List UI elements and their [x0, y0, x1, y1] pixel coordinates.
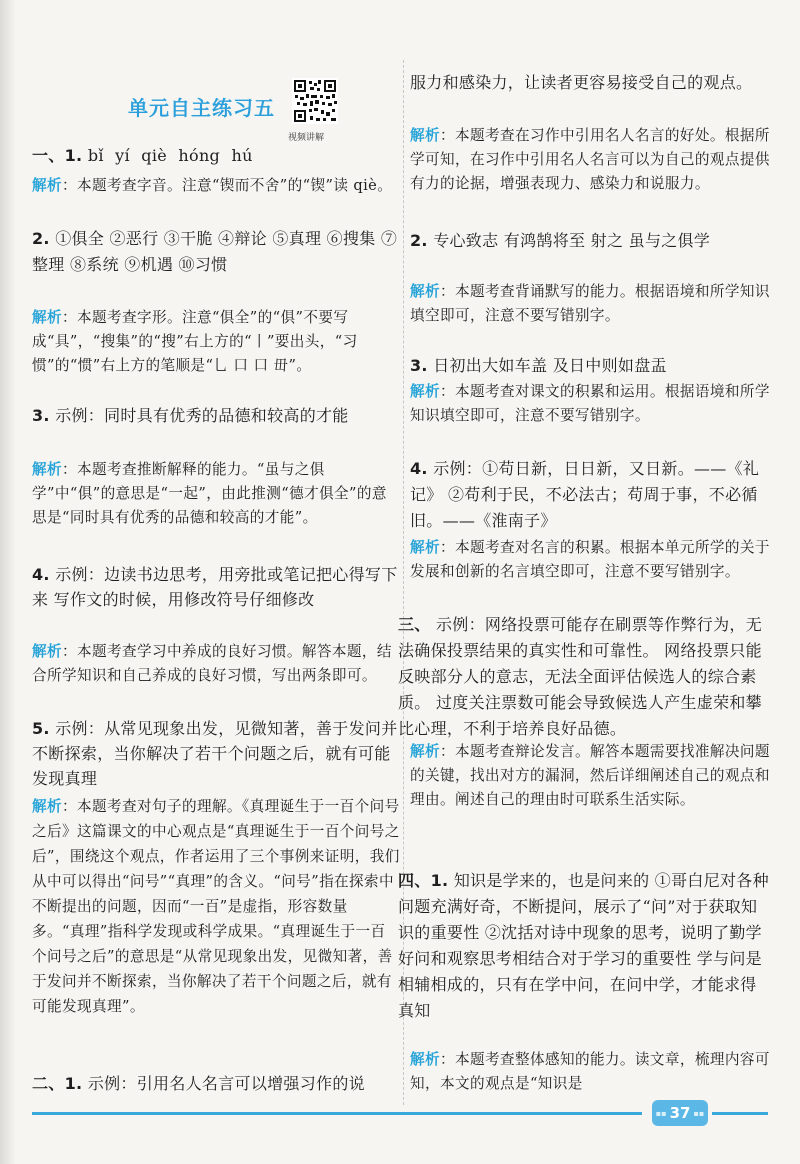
answer-s3 [398, 612, 770, 742]
answer-text: 日初出大如车盖 及日中则如盘盂 [433, 356, 667, 375]
answer-text: 专心致志 有鸿鹄将至 射之 虽与之俱学 [433, 231, 711, 250]
analysis-text: ：本题考查背诵默写的能力。根据语境和所学知识填空即可，注意不要写错别字。 [410, 283, 770, 324]
analysis-text: ：本题考查对句子的理解。《真理诞生于一百个问号之后》这篇课文的中心观点是“真理诞生于一百个问号之后”，围绕这个观点，作者运用了三个事例来证明，我们从中可以得出“问号”“真理”的含义。“问号”指在探索中不断提出的问题，因而“一百”是虚指，形容数量多。“真理”指科学发现或科学成果。“真理诞生于一百个问号之后”的意思是“从常见现象出发，见微知著，善于发问并不断探索，当你解决了若干个问题之后，就有可能发现真理”。 [32, 798, 400, 1015]
qr-code-icon[interactable] [292, 78, 338, 124]
analysis-tag: 解析 [410, 127, 440, 144]
answer-s1-q4 [32, 562, 400, 612]
analysis-text: ：本题考查在习作中引用名人名言的好处。根据所学可知，在习作中引用名人名言可以为自己的观点提供有力的论据，增强表现力、感染力和说服力。 [410, 127, 770, 192]
question-number: 一、1. [32, 146, 83, 165]
analysis-s1-q1 [32, 174, 400, 198]
analysis-tag: 解析 [410, 383, 440, 400]
analysis-text: ：本题考查字形。注意“俱全”的“俱”不要写成“具”，“搜集”的“搜”右上方的“丨”要出头，“习惯”的“惯”右上方的笔顺是“乚 口 口 毌”。 [32, 309, 358, 374]
analysis-tag: 解析 [410, 283, 440, 300]
badge-dots-right: ▪▪ [693, 1108, 705, 1118]
question-number: 三、 [398, 615, 431, 634]
question-number: 4. [32, 565, 50, 584]
qr-caption: 视频讲解 [288, 133, 325, 143]
analysis-text: ：本题考查对名言的积累。根据本单元所学的关于发展和创新的名言填空即可，注意不要写错别字。 [410, 539, 770, 580]
analysis-s2-q3 [410, 380, 770, 428]
page-number: 37 [669, 1104, 691, 1122]
answer-s2-q1-continued [410, 70, 770, 96]
answer-text: 知识是学来的，也是问来的 ①哥白尼对各种问题充满好奇，不断提问，展示了“问”对于获取知识的重要性 ②沈括对诗中现象的思考，说明了勤学好问和观察思考相结合对于学习的重要性 学与问是相辅相成的，只有在学中问，在问中学，才能求得真知 [398, 871, 769, 1020]
badge-dots-left: ▪▪ [655, 1108, 667, 1118]
question-number: 2. [410, 231, 428, 250]
answer-s2-q2 [410, 228, 770, 254]
analysis-tag: 解析 [32, 461, 62, 478]
analysis-s1-q2 [32, 306, 400, 378]
answer-s1-q2 [32, 226, 400, 278]
analysis-s2-q4 [410, 536, 770, 584]
answer-s2-q1 [32, 1072, 400, 1096]
answer-s2-q3 [410, 354, 770, 378]
answer-s2-q4 [410, 456, 770, 534]
analysis-tag: 解析 [32, 177, 62, 194]
analysis-text: ：本题考查整体感知的能力。读文章，梳理内容可知，本文的观点是“知识是 [410, 1051, 770, 1092]
answer-text: ①俱全 ②恶行 ③干脆 ④辩论 ⑤真理 ⑥搜集 ⑦整理 ⑧系统 ⑨机遇 ⑩习惯 [32, 229, 398, 274]
page-number-badge [652, 1100, 708, 1126]
analysis-s3 [410, 740, 770, 812]
analysis-tag: 解析 [410, 539, 440, 556]
analysis-s2-q1 [410, 124, 770, 196]
analysis-text: ：本题考查推断解释的能力。“虽与之俱学”中“俱”的意思是“一起”，由此推测“德才俱全”的意思是“同时具有优秀的品德和较高的才能”。 [32, 461, 387, 526]
page-title: 单元自主练习五 [128, 96, 275, 120]
question-number: 3. [410, 356, 428, 375]
footer-rule-right [712, 1112, 768, 1115]
answer-s1-q1 [32, 144, 400, 168]
answer-text: 示例：同时具有优秀的品德和较高的才能 [55, 406, 349, 425]
analysis-s1-q5 [32, 794, 400, 1019]
question-number: 二、1. [32, 1074, 83, 1093]
question-number: 4. [410, 459, 428, 478]
page-fold-shadow [0, 0, 16, 1164]
analysis-text: ：本题考查对课文的积累和运用。根据语境和所学知识填空即可，注意不要写错别字。 [410, 383, 770, 424]
answer-text: 示例：引用名人名言可以增强习作的说 [87, 1074, 365, 1093]
question-number: 5. [32, 719, 50, 738]
analysis-text: ：本题考查学习中养成的良好习惯。解答本题，结合所学知识和自己养成的良好习惯，写出两条即可。 [32, 643, 392, 684]
answer-text: bǐ yí qiè hóng hú [87, 146, 253, 165]
analysis-tag: 解析 [410, 1051, 440, 1068]
analysis-tag: 解析 [410, 743, 440, 760]
analysis-tag: 解析 [32, 798, 62, 815]
answer-text: 示例：①苟日新，日日新，又日新。——《礼记》 ②苟利于民，不必法古；苟周于事，不必循旧。——《淮南子》 [410, 459, 760, 530]
analysis-tag: 解析 [32, 309, 62, 326]
footer-rule [32, 1112, 642, 1115]
analysis-text: ：本题考查辩论发言。解答本题需要找准解决问题的关键，找出对方的漏洞，然后详细阐述自己的观点和理由。阐述自己的理由时可联系生活实际。 [410, 743, 770, 808]
question-number: 2. [32, 229, 50, 248]
analysis-s1-q4 [32, 640, 400, 688]
analysis-s1-q3 [32, 458, 400, 530]
question-number: 3. [32, 406, 50, 425]
analysis-s4-q1 [410, 1048, 770, 1096]
analysis-text: ：本题考查字音。注意“锲而不舍”的“锲”读 qiè。 [62, 177, 393, 194]
answer-s4-q1 [398, 868, 770, 1024]
analysis-tag: 解析 [32, 643, 62, 660]
analysis-s2-q2 [410, 280, 770, 328]
answer-s1-q5 [32, 716, 400, 791]
answer-text: 示例：从常见现象出发，见微知著，善于发问并不断探索，当你解决了若干个问题之后，就有可能发现真理 [32, 719, 398, 788]
answer-text: 示例：边读书边思考，用旁批或笔记把心得写下来 写作文的时候，用修改符号仔细修改 [32, 565, 398, 609]
answer-s1-q3 [32, 404, 400, 428]
answer-text: 示例：网络投票可能存在刷票等作弊行为，无法确保投票结果的真实性和可靠性。 网络投票只能反映部分人的意志，无法全面评估候选人的综合素质。 过度关注票数可能会导致候选人产生虚荣和攀比心理，不利于培养良好品德。 [398, 615, 763, 738]
answer-text: 服力和感染力，让读者更容易接受自己的观点。 [410, 73, 753, 92]
question-number: 四、1. [398, 871, 449, 890]
